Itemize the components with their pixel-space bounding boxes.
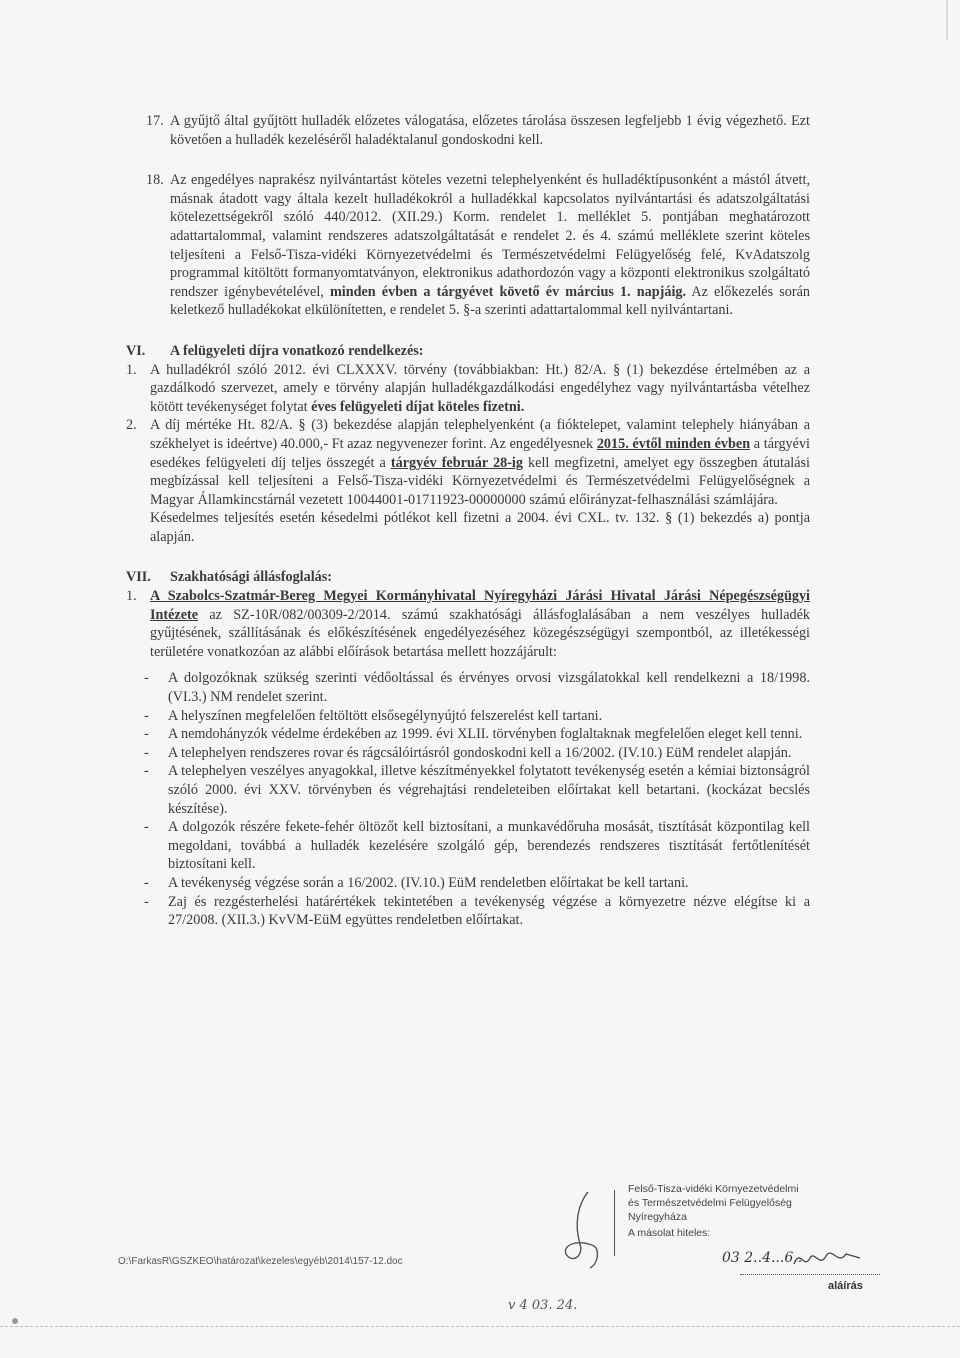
paragraph-number: 17. bbox=[146, 113, 164, 129]
handwritten-note: v 4 03. 24. bbox=[508, 1298, 578, 1313]
list-item: - A nemdohányzók védelme érdekében az 1999. évi XLII. törvényben foglaltaknak megfelelően eleget kell tenni. bbox=[144, 726, 803, 743]
section-heading-vi: VI. A felügyeleti díjra vonatkozó rendelkezés: bbox=[126, 342, 424, 359]
paragraph-number: 18. bbox=[146, 172, 164, 189]
signature-line bbox=[740, 1274, 880, 1275]
fee-obligation-text: éves felügyeleti díjat köteles fizetni. bbox=[311, 398, 525, 415]
fee-deadline: tárgyév február 28-ig bbox=[390, 454, 523, 471]
signature-label: aláírás bbox=[828, 1280, 863, 1292]
paragraph-18 bbox=[146, 171, 810, 320]
paragraph-text: Az engedélyes naprakész nyilvántartást köteles vezetni telephelyenként és hulladéktípusonként a mástól átvett, másnak átadott vagy általa kezelt hulladékokról a hulladékkal kapcsolatos nyilvántartási és adatszolgáltatási kötelezettségekről szóló 440/2012. (XII.29.) Korm. rendelet 1. melléklet 5. pontjában meghatározott adattartalommal, valamint rendszeres adatszolgáltatását e rendelet 2. és 4. számú melléklete szerint köteles teljesíteni a Felső-Tisza-vidéki Környezetvédelmi és Természetvédelmi Felügyelőség felé, KvAdatszolg programmal kitöltött formanyomtatványon, elektronikus adathordozón vagy a központi elektronikus szolgáltató rendszer igénybevételével, minden évben a tárgyévet követő év március 1. napjáig. Az előkezelés során keletkező hulladékokat elkülönítetten, e rendelet 5. §-a szerinti adattartalommal kell nyilvántartani. bbox=[170, 172, 810, 319]
section6-item-2: 2. A díj mértéke Ht. 82/A. § (3) bekezdése alapján telephelyenként (a fióktelepet, valamint telephely hiányában a székhelyet is ideértve) 40.000,- Ft azaz negyvenezer forint. Az engedélyesnek 2015. évtől minden évben a tárgyévi esedékes felügyeleti díj teljes összegét a tárgyév február 28-ig kell megfizetni, amelyet egy összegben átutalási megbízással kell teljesíteni a Felső-Tisza-vidéki Környezetvédelmi és Természetvédelmi Felügyelőségnek a Magyar Államkincstárnál vezetett 10044001-01711923-00000000 számú előirányzat-felhasználási számlájára. Késedelmes teljesítés esetén késedelmi pótlékot kell fizetni a 2004. évi CXL. tv. 132. § (1) bekezdés a) pontja alapján. bbox=[126, 417, 810, 545]
stamp-date: 03 2..4...6.. bbox=[722, 1250, 803, 1266]
list-item: - A tevékenység végzése során a 16/2002. (IV.10.) EüM rendeletben előírtakat be kell tartani. bbox=[144, 874, 689, 891]
fee-start-year: 2015. évtől minden évben bbox=[596, 435, 751, 452]
file-path: O:\FarkasR\GSZKEO\határozat\kezeles\egyéb\2014\157-12.doc bbox=[118, 1256, 403, 1267]
punch-hole-mark bbox=[12, 1318, 18, 1324]
paragraph-text: A gyűjtő által gyűjtött hulladék előzetes válogatása, előzetes tárolása összesen legfeljebb 1 évig végezhető. Ezt követően a hulladék kezeléséről haladéktalanul gondoskodni kell. bbox=[170, 113, 810, 148]
section6-item-1: 1. A hulladékról szóló 2012. évi CLXXXV. törvény (továbbiakban: Ht.) 82/A. § (1) bekezdése értelmében az a gazdálkodó szervezet, amely e törvény alapján hulladékgazdálkodási engedélyhez vagy nyilvántartásba vételhez kötött tevékenységet folytat éves felügyeleti díjat köteles fizetni. bbox=[126, 361, 810, 415]
certification-stamp: Felső-Tisza-vidéki Környezetvédelmi és Természetvédelmi Felügyelőség Nyíregyháza A másolat hiteles: bbox=[614, 1182, 844, 1262]
authority-name: A Szabolcs-Szatmár-Bereg Megyei Kormányhivatal Nyíregyházi Járási Hivatal Járási Népegészségügyi Intézete bbox=[150, 588, 810, 623]
handwritten-initials-icon bbox=[560, 1184, 610, 1274]
signature-scribble-icon bbox=[790, 1244, 870, 1274]
page-edge-mark bbox=[946, 0, 948, 40]
document-body bbox=[126, 112, 810, 930]
paragraph-17 bbox=[146, 112, 810, 149]
list-item: - A telephelyen rendszeres rovar és rágcsálóirtásról gondoskodni kell a 16/2002. (IV.10.) EüM rendelet alapján. bbox=[144, 744, 792, 761]
section-heading-vii: VII. Szakhatósági állásfoglalás: bbox=[126, 569, 332, 586]
list-item: - A dolgozók részére fekete-fehér öltözőt kell biztosítani, a munkavédőruha mosását, tisztítását központilag kell megoldani, továbbá a hulladék kezelésére szolgáló gép, berendezés rendszeres tisztítását fertőtlenítését biztosítani kell. bbox=[144, 819, 810, 873]
deadline-text: minden évben a tárgyévet követő év március 1. napjáig. bbox=[329, 283, 687, 300]
list-item: - A telephelyen veszélyes anyagokkal, illetve készítményekkel folytatott tevékenység esetén a kémiai biztonságról szóló 2000. évi XXV. törvényben és végrehajtási rendeleteiben előírtakat kell betartani. (kockázat becslés készítése). bbox=[144, 763, 810, 817]
list-item: - A helyszínen megfelelően feltöltött elsősegélynyújtó felszerelést kell tartani. bbox=[144, 707, 603, 724]
section7-item-1: 1. A Szabolcs-Szatmár-Bereg Megyei Kormányhivatal Nyíregyházi Járási Hivatal Járási Népegészségügyi Intézete az SZ-10R/082/00309-2/2014. számú szakhatósági állásfoglalásában a nem veszélyes hulladék gyűjtésének, szállításának és előkészítésének engedélyezéséhez közegészségügyi szempontból, az illetékességi területére vonatkozóan az alábbi előírások betartása mellett hozzájárult: bbox=[126, 588, 810, 660]
list-item: - Zaj és rezgésterhelési határértékek tekintetében a tevékenység végzése a környezetre nézve elégítse ki a 27/2008. (XII.3.) KvVM-EüM együttes rendeletben előírtakat. bbox=[144, 893, 810, 929]
bottom-divider bbox=[0, 1326, 960, 1327]
requirements-list bbox=[144, 669, 810, 929]
late-payment-text: Késedelmes teljesítés esetén késedelmi pótlékot kell fizetni a 2004. évi CXL. tv. 132. § (1) bekezdés a) pontja alapján. bbox=[150, 510, 810, 545]
list-item: - A dolgozóknak szükség szerinti védőoltással és érvényes orvosi vizsgálatokkal kell rendelkezni a 18/1998. (VI.3.) NM rendelet szerint. bbox=[144, 670, 810, 706]
